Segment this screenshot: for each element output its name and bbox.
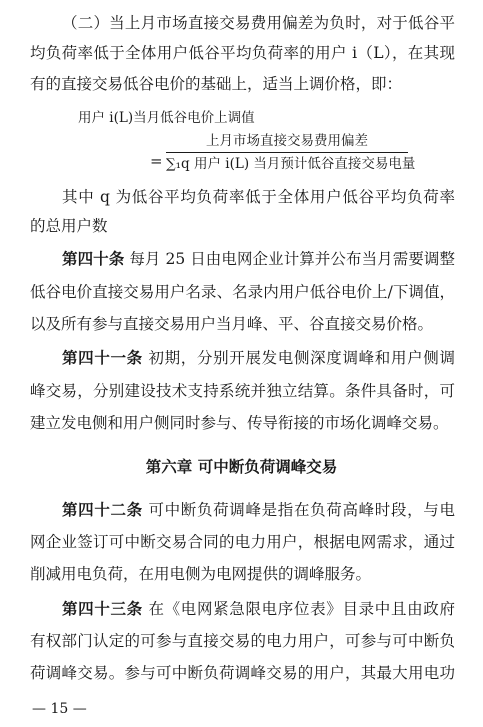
article-title: 第四十一条 (62, 349, 143, 367)
article-title: 第四十二条 (62, 501, 143, 519)
body-line: （二）当上月市场直接交易费用偏差为负时，对于低谷平 (62, 14, 455, 32)
body-line: 有权部门认定的可参与直接交易的电力用户，可参与可中断负 (30, 632, 455, 650)
body-line: 荷调峰交易。参与可中断负荷调峰交易的用户，其最大用电功 (30, 664, 455, 682)
article-title: 第四十三条 (62, 600, 143, 618)
article-text: 初期，分别开展发电侧深度调峰和用户侧调 (148, 349, 455, 367)
body-line: 峰交易，分别建设技术支持系统并独立结算。条件具备时，可 (30, 382, 455, 400)
formula-numerator: 上月市场直接交易费用偏差 (206, 133, 368, 149)
body-line: 低谷电价直接交易用户名录、名录内用户低谷电价上/下调值， (30, 283, 455, 301)
article-text: 可中断负荷调峰是指在负荷高峰时段，与电 (148, 501, 455, 519)
body-line: 网企业签订可中断交易合同的电力用户，根据电网需求，通过 (30, 533, 455, 551)
body-line: 以及所有参与直接交易用户当月峰、平、谷直接交易价格。 (30, 315, 434, 333)
article-text: 每月 25 日由电网企业计算并公布当月需要调整 (129, 250, 455, 268)
article-43-line (62, 599, 455, 619)
body-line: 均负荷率低于全体用户低谷平均负荷率的用户 i（L），在其现 (30, 44, 455, 62)
formula-label: 用户 i(L)当月低谷电价上调值 (78, 110, 255, 126)
body-line: 的总用户数 (30, 217, 108, 235)
formula-denominator: ∑₁q 用户 i(L) 当月预计低谷直接交易电量 (166, 156, 416, 172)
chapter-heading: 第六章 可中断负荷调峰交易 (145, 458, 338, 476)
formula-fraction (166, 132, 416, 174)
article-41-line (62, 348, 455, 368)
article-40-line (62, 249, 455, 269)
body-line: 其中 q 为低谷平均负荷率低于全体用户低谷平均负荷率 (62, 188, 455, 206)
formula-equals: = (150, 152, 163, 170)
article-42-line (62, 500, 455, 520)
body-line: 有的直接交易低谷电价的基础上，适当上调价格，即： (30, 75, 403, 93)
body-line: 建立发电侧和用户侧同时参与、传导衔接的市场化调峰交易。 (30, 414, 449, 432)
fraction-bar (166, 152, 408, 153)
article-text: 在《电网紧急限电序位表》目录中且由政府 (148, 600, 455, 618)
article-title: 第四十条 (62, 250, 125, 268)
page-number: — 15 — (32, 701, 87, 717)
body-line: 削减用电负荷，在用电侧为电网提供的调峰服务。 (30, 565, 372, 583)
